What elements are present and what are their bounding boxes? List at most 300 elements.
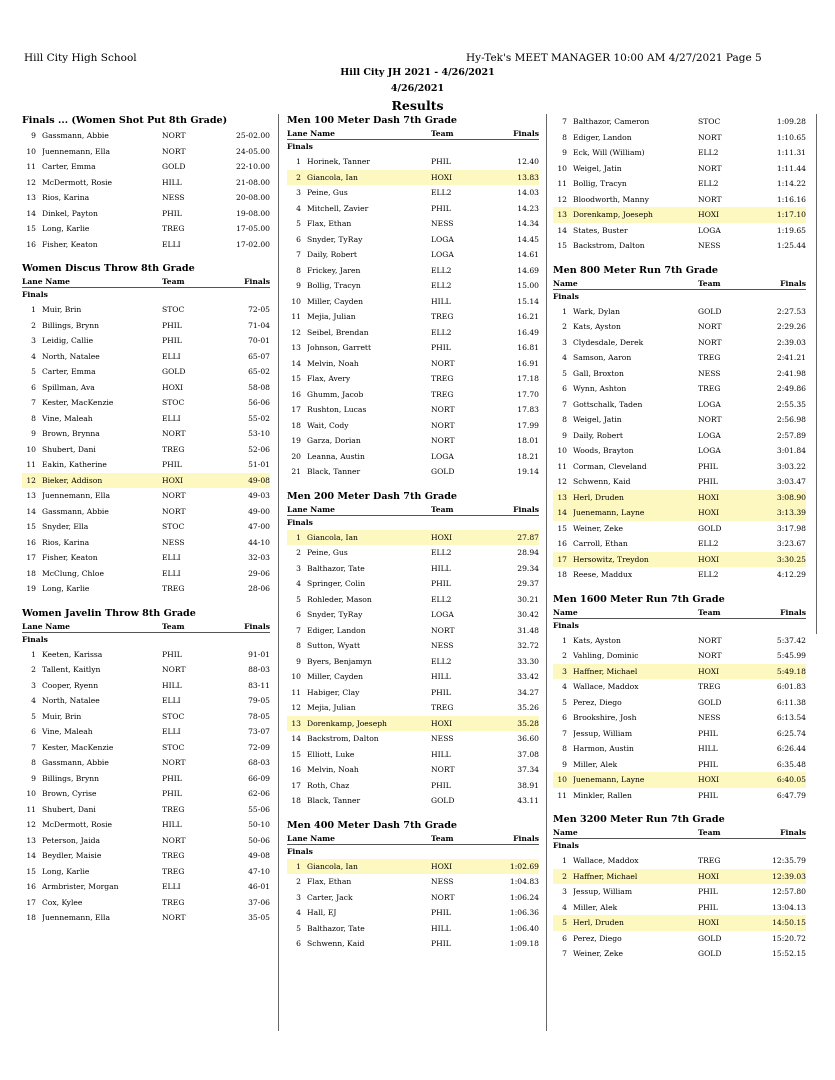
event-title: Finals ... (Women Shot Put 8th Grade) <box>22 115 228 126</box>
finals-mark: 22-10.00 <box>236 162 270 171</box>
place: 8 <box>31 413 36 423</box>
team-code: NORT <box>162 429 186 438</box>
place: 14 <box>557 508 567 517</box>
finals-label: Finals <box>553 291 579 301</box>
finals-mark: 1:09.18 <box>509 939 539 948</box>
place: 6 <box>296 610 301 619</box>
result-row <box>287 874 539 890</box>
place: 16 <box>26 239 36 249</box>
finals-mark: 58-08 <box>248 382 270 392</box>
column-divider <box>816 114 817 634</box>
header-finals: Finals <box>513 129 539 138</box>
place: 13 <box>291 718 301 728</box>
finals-mark: 78-05 <box>248 711 270 721</box>
finals-mark: 3:30.25 <box>776 554 806 564</box>
result-row <box>22 566 270 582</box>
place: 14 <box>291 734 301 743</box>
athlete-name: Brown, Brynna <box>42 429 100 438</box>
result-row <box>287 530 539 546</box>
finals-mark: 15:20.72 <box>772 933 806 943</box>
finals-mark: 25-02.00 <box>236 131 270 140</box>
athlete-name: Leanna, Austin <box>307 451 365 461</box>
header-lane-name: Lane Name <box>22 621 70 631</box>
place: 2 <box>562 651 567 660</box>
finals-mark: 6:25.74 <box>776 728 806 738</box>
result-row <box>553 319 806 335</box>
team-code: NESS <box>431 219 454 228</box>
athlete-name: Billings, Brynn <box>42 773 100 783</box>
athlete-name: Vine, Maleah <box>42 413 93 423</box>
event-section <box>553 813 806 962</box>
place: 10 <box>291 296 301 306</box>
athlete-name: Tallent, Kaitlyn <box>42 665 101 674</box>
result-row <box>22 426 270 442</box>
place: 15 <box>26 866 36 876</box>
team-code: HOXI <box>698 210 720 219</box>
result-row <box>287 387 539 403</box>
athlete-name: Shubert, Dani <box>42 444 96 454</box>
team-code: NORT <box>698 337 722 347</box>
place: 6 <box>296 234 301 244</box>
team-code: LOGA <box>431 610 454 619</box>
athlete-name: Giancola, Ian <box>307 532 358 542</box>
result-row <box>553 304 806 320</box>
place: 4 <box>31 696 36 705</box>
finals-mark: 5:37.42 <box>776 635 806 645</box>
athlete-name: Gottschalk, Taden <box>573 399 643 409</box>
finals-mark: 14.69 <box>517 265 539 275</box>
team-code: STOC <box>162 398 185 407</box>
place: 6 <box>31 382 36 392</box>
result-row <box>553 788 806 804</box>
result-row <box>22 302 270 318</box>
result-row <box>287 263 539 279</box>
result-row <box>553 772 806 788</box>
place: 5 <box>296 594 301 604</box>
team-code: HOXI <box>698 666 720 676</box>
team-code: ELLI <box>162 351 181 361</box>
place: 16 <box>26 882 36 891</box>
place: 2 <box>562 322 567 331</box>
team-code: PHIL <box>162 460 182 469</box>
place: 2 <box>296 172 301 182</box>
place: 4 <box>562 353 567 362</box>
team-code: HOXI <box>431 172 453 182</box>
team-code: HOXI <box>431 532 453 542</box>
team-code: TREG <box>431 389 454 399</box>
finals-mark: 17.18 <box>517 374 539 383</box>
result-row <box>22 647 270 663</box>
result-row <box>553 505 806 521</box>
result-row <box>22 221 270 237</box>
result-row <box>553 366 806 382</box>
athlete-name: North, Natalee <box>42 351 100 361</box>
team-code: ELLI <box>162 413 181 423</box>
athlete-name: Peine, Gus <box>307 548 348 557</box>
header-team: Team <box>162 621 185 631</box>
team-code: LOGA <box>431 234 454 244</box>
place: 13 <box>557 210 567 219</box>
finals-label: Finals <box>22 634 48 644</box>
place: 9 <box>562 759 567 769</box>
athlete-name: Ediger, Landon <box>307 625 366 635</box>
finals-mark: 37.34 <box>517 765 539 774</box>
finals-mark: 16.91 <box>517 358 539 368</box>
team-code: NORT <box>162 835 186 845</box>
team-code: NESS <box>162 537 185 547</box>
team-code: GOLD <box>698 523 722 533</box>
finals-mark: 1:25.44 <box>776 241 806 250</box>
team-code: STOC <box>162 305 185 314</box>
header-finals: Finals <box>244 621 270 631</box>
finals-mark: 1:02.69 <box>509 861 539 871</box>
team-code: PHIL <box>698 728 718 738</box>
athlete-name: Bollig, Tracyn <box>573 179 627 188</box>
result-row <box>553 521 806 537</box>
place: 1 <box>296 861 301 871</box>
finals-mark: 55-02 <box>248 413 270 423</box>
place: 6 <box>562 384 567 393</box>
place: 5 <box>562 918 567 927</box>
team-code: NORT <box>162 146 186 156</box>
result-row <box>553 664 806 680</box>
team-code: TREG <box>698 353 721 362</box>
result-row <box>553 931 806 947</box>
place: 8 <box>562 415 567 424</box>
place: 4 <box>296 908 301 917</box>
result-row <box>287 623 539 639</box>
result-row <box>553 633 806 649</box>
athlete-name: Rios, Karina <box>42 537 90 547</box>
place: 5 <box>296 923 301 933</box>
result-row <box>287 278 539 294</box>
place: 17 <box>26 897 36 907</box>
result-row <box>22 771 270 787</box>
team-code: HOXI <box>698 492 720 502</box>
column-header-row <box>553 278 806 290</box>
header-lane-name: Name <box>553 828 578 837</box>
result-row <box>287 464 539 480</box>
place: 15 <box>291 749 301 759</box>
team-code: TREG <box>162 224 185 233</box>
finals-mark: 6:26.44 <box>776 744 806 753</box>
athlete-name: Reese, Maddux <box>573 570 633 579</box>
athlete-name: Jessup, William <box>573 728 633 738</box>
finals-mark: 3:13.39 <box>776 508 806 517</box>
finals-mark: 33.30 <box>517 656 539 666</box>
result-row <box>287 545 539 561</box>
result-row <box>22 833 270 849</box>
athlete-name: Carter, Emma <box>42 162 96 171</box>
team-code: NORT <box>431 892 455 902</box>
finals-label: Finals <box>287 846 313 856</box>
athlete-name: Black, Tanner <box>307 796 361 805</box>
finals-mark: 13.83 <box>517 172 539 182</box>
athlete-name: Wark, Dylan <box>573 306 620 316</box>
place: 12 <box>557 477 567 486</box>
finals-mark: 1:11.44 <box>776 163 806 173</box>
column-header-row <box>287 504 539 516</box>
place: 11 <box>557 179 567 188</box>
finals-mark: 1:19.65 <box>776 225 806 235</box>
place: 17 <box>291 405 301 414</box>
athlete-name: Weiner, Zeke <box>573 949 623 958</box>
finals-mark: 15.00 <box>517 281 539 290</box>
place: 1 <box>562 306 567 316</box>
athlete-name: Billings, Brynn <box>42 320 100 330</box>
athlete-name: Schwenn, Kaid <box>307 939 365 948</box>
place: 18 <box>557 570 567 579</box>
athlete-name: Giancola, Ian <box>307 861 358 871</box>
header-lane-name: Lane Name <box>287 833 335 843</box>
finals-mark: 16.21 <box>517 312 539 321</box>
finals-mark: 12:39.03 <box>772 871 806 881</box>
finals-mark: 2:49.86 <box>776 384 806 393</box>
team-code: STOC <box>162 742 185 752</box>
athlete-name: Gassmann, Abbie <box>42 131 109 140</box>
athlete-name: Flax, Ethan <box>307 219 352 228</box>
result-row <box>287 170 539 186</box>
athlete-name: Kats, Ayston <box>573 322 621 331</box>
place: 19 <box>26 584 36 593</box>
result-row <box>553 428 806 444</box>
athlete-name: Wynn, Ashton <box>573 384 627 393</box>
team-code: NORT <box>162 758 186 767</box>
result-row <box>22 535 270 551</box>
finals-mark: 71-04 <box>248 320 270 330</box>
place: 1 <box>31 649 36 659</box>
team-code: HOXI <box>698 918 720 927</box>
place: 11 <box>557 790 567 800</box>
finals-mark: 31.48 <box>517 625 539 635</box>
event-section <box>287 114 539 480</box>
finals-mark: 30.21 <box>517 594 539 604</box>
athlete-name: Woods, Brayton <box>573 446 634 455</box>
team-code: HILL <box>431 672 451 681</box>
team-code: GOLD <box>162 367 186 376</box>
team-code: HOXI <box>698 508 720 517</box>
team-code: NORT <box>698 651 722 660</box>
results-column-2 <box>287 114 539 962</box>
event-section <box>287 819 539 952</box>
place: 11 <box>291 687 301 697</box>
result-row <box>22 817 270 833</box>
athlete-name: Keeten, Karissa <box>42 649 103 659</box>
athlete-name: Melvin, Noah <box>307 358 359 368</box>
finals-mark: 2:29.26 <box>776 322 806 331</box>
finals-mark: 34.27 <box>517 687 539 697</box>
finals-mark: 50-06 <box>248 835 270 845</box>
team-code: ELLI <box>162 553 181 562</box>
column-header-row <box>553 607 806 619</box>
athlete-name: Juenemann, Layne <box>573 775 645 784</box>
athlete-name: Muir, Brin <box>42 305 82 314</box>
team-code: PHIL <box>162 773 182 783</box>
result-row <box>553 381 806 397</box>
athlete-name: Beydler, Maisie <box>42 851 102 860</box>
finals-mark: 2:27.53 <box>776 306 806 316</box>
finals-mark: 32-03 <box>248 553 270 562</box>
meet-date: 4/26/2021 <box>390 83 445 94</box>
finals-mark: 35.26 <box>517 703 539 712</box>
team-code: NESS <box>431 641 454 650</box>
column-header-row <box>287 833 539 845</box>
place: 8 <box>296 265 301 275</box>
athlete-name: Eck, Will (William) <box>573 148 645 157</box>
finals-mark: 1:11.31 <box>776 148 806 157</box>
result-row <box>553 536 806 552</box>
header-finals: Finals <box>513 833 539 843</box>
finals-mark: 79-05 <box>248 696 270 705</box>
athlete-name: Mejia, Julian <box>307 703 356 712</box>
team-code: NORT <box>162 491 186 500</box>
athlete-name: Balthazor, Tate <box>307 563 365 573</box>
finals-mark: 68-03 <box>248 758 270 767</box>
athlete-name: Miller, Alek <box>573 902 618 912</box>
athlete-name: Snyder, TyRay <box>307 234 363 244</box>
athlete-name: Dorenkamp, Joeseph <box>573 210 653 219</box>
place: 9 <box>31 429 36 438</box>
finals-label: Finals <box>553 620 579 630</box>
place: 9 <box>562 148 567 157</box>
result-row <box>22 442 270 458</box>
result-row <box>22 802 270 818</box>
finals-mark: 2:55.35 <box>776 399 806 409</box>
team-code: HILL <box>431 923 451 933</box>
athlete-name: Vahling, Dominic <box>573 651 639 660</box>
team-code: PHIL <box>431 908 451 917</box>
athlete-name: McClung, Chloe <box>42 568 104 578</box>
place: 9 <box>31 773 36 783</box>
team-code: PHIL <box>431 203 451 213</box>
athlete-name: Bollig, Tracyn <box>307 281 361 290</box>
result-row <box>553 145 806 161</box>
athlete-name: Vine, Maleah <box>42 727 93 736</box>
place: 7 <box>31 742 36 752</box>
result-row <box>287 232 539 248</box>
result-row <box>287 576 539 592</box>
athlete-name: Clydesdale, Derek <box>573 337 644 347</box>
athlete-name: Rushton, Lucas <box>307 405 367 414</box>
header-lane-name: Lane Name <box>287 504 335 514</box>
place: 10 <box>557 163 567 173</box>
team-code: ELL2 <box>431 188 452 197</box>
place: 11 <box>291 312 301 321</box>
team-code: PHIL <box>162 789 182 798</box>
result-row <box>553 567 806 583</box>
athlete-name: Daily, Robert <box>307 250 357 259</box>
result-row <box>22 755 270 771</box>
result-row <box>287 371 539 387</box>
athlete-name: McDermott, Rosie <box>42 177 113 187</box>
athlete-name: Sutton, Wyatt <box>307 641 361 650</box>
team-code: PHIL <box>698 887 718 896</box>
place: 14 <box>291 358 301 368</box>
athlete-name: Gassmann, Abbie <box>42 506 109 516</box>
finals-mark: 3:08.90 <box>776 492 806 502</box>
result-row <box>22 786 270 802</box>
place: 2 <box>562 871 567 881</box>
athlete-name: Juennemann, Ella <box>42 913 110 922</box>
athlete-name: Spillman, Ava <box>42 382 95 392</box>
finals-mark: 91-01 <box>248 649 270 659</box>
finals-mark: 55-06 <box>248 804 270 814</box>
place: 2 <box>296 548 301 557</box>
place: 4 <box>562 682 567 691</box>
place: 4 <box>562 902 567 912</box>
header-team: Team <box>162 277 185 286</box>
result-row <box>553 853 806 869</box>
place: 15 <box>26 224 36 233</box>
header-finals: Finals <box>244 277 270 286</box>
team-code: NESS <box>698 368 721 378</box>
team-code: ELLI <box>162 239 181 249</box>
event-title: Men 400 Meter Dash 7th Grade <box>287 819 458 831</box>
finals-mark: 2:57.89 <box>776 430 806 440</box>
place: 15 <box>557 523 567 533</box>
finals-mark: 1:09.28 <box>776 117 806 126</box>
place: 7 <box>31 398 36 407</box>
header-team: Team <box>431 833 454 843</box>
result-row <box>22 709 270 725</box>
result-row <box>22 380 270 396</box>
result-row <box>287 325 539 341</box>
result-row <box>553 207 806 223</box>
place: 10 <box>557 446 567 455</box>
results-column-3 <box>553 114 806 972</box>
finals-mark: 32.72 <box>517 641 539 650</box>
finals-mark: 49-00 <box>248 506 270 516</box>
result-row <box>287 216 539 232</box>
athlete-name: Seibel, Brendan <box>307 327 369 337</box>
athlete-name: Springer, Colin <box>307 579 366 588</box>
athlete-name: Daily, Robert <box>573 430 623 440</box>
finals-mark: 6:13.54 <box>776 713 806 722</box>
place: 14 <box>26 851 36 860</box>
team-code: ELL2 <box>431 656 452 666</box>
result-row <box>553 412 806 428</box>
athlete-name: Juennemann, Ella <box>42 491 110 500</box>
finals-mark: 66-09 <box>248 773 270 783</box>
athlete-name: Long, Karlie <box>42 224 90 233</box>
finals-mark: 62-06 <box>248 789 270 798</box>
result-row <box>22 864 270 880</box>
team-code: GOLD <box>431 796 455 805</box>
place: 2 <box>31 665 36 674</box>
athlete-name: Kats, Ayston <box>573 635 621 645</box>
place: 1 <box>562 856 567 865</box>
finals-mark: 65-07 <box>248 351 270 361</box>
team-code: NORT <box>698 322 722 331</box>
place: 16 <box>291 389 301 399</box>
place: 4 <box>296 579 301 588</box>
team-code: ELL2 <box>431 327 452 337</box>
meet-title: Hill City JH 2021 - 4/26/2021 <box>340 67 495 78</box>
finals-mark: 73-07 <box>248 727 270 736</box>
place: 16 <box>291 765 301 774</box>
result-row <box>553 474 806 490</box>
athlete-name: Elliott, Luke <box>307 749 355 759</box>
event-title: Men 200 Meter Dash 7th Grade <box>287 490 458 502</box>
result-row <box>553 223 806 239</box>
finals-mark: 18.01 <box>517 436 539 445</box>
result-row <box>287 890 539 906</box>
athlete-name: Flax, Avery <box>307 374 351 383</box>
result-row <box>287 607 539 623</box>
result-row <box>553 335 806 351</box>
place: 10 <box>26 146 36 156</box>
result-row <box>22 519 270 535</box>
